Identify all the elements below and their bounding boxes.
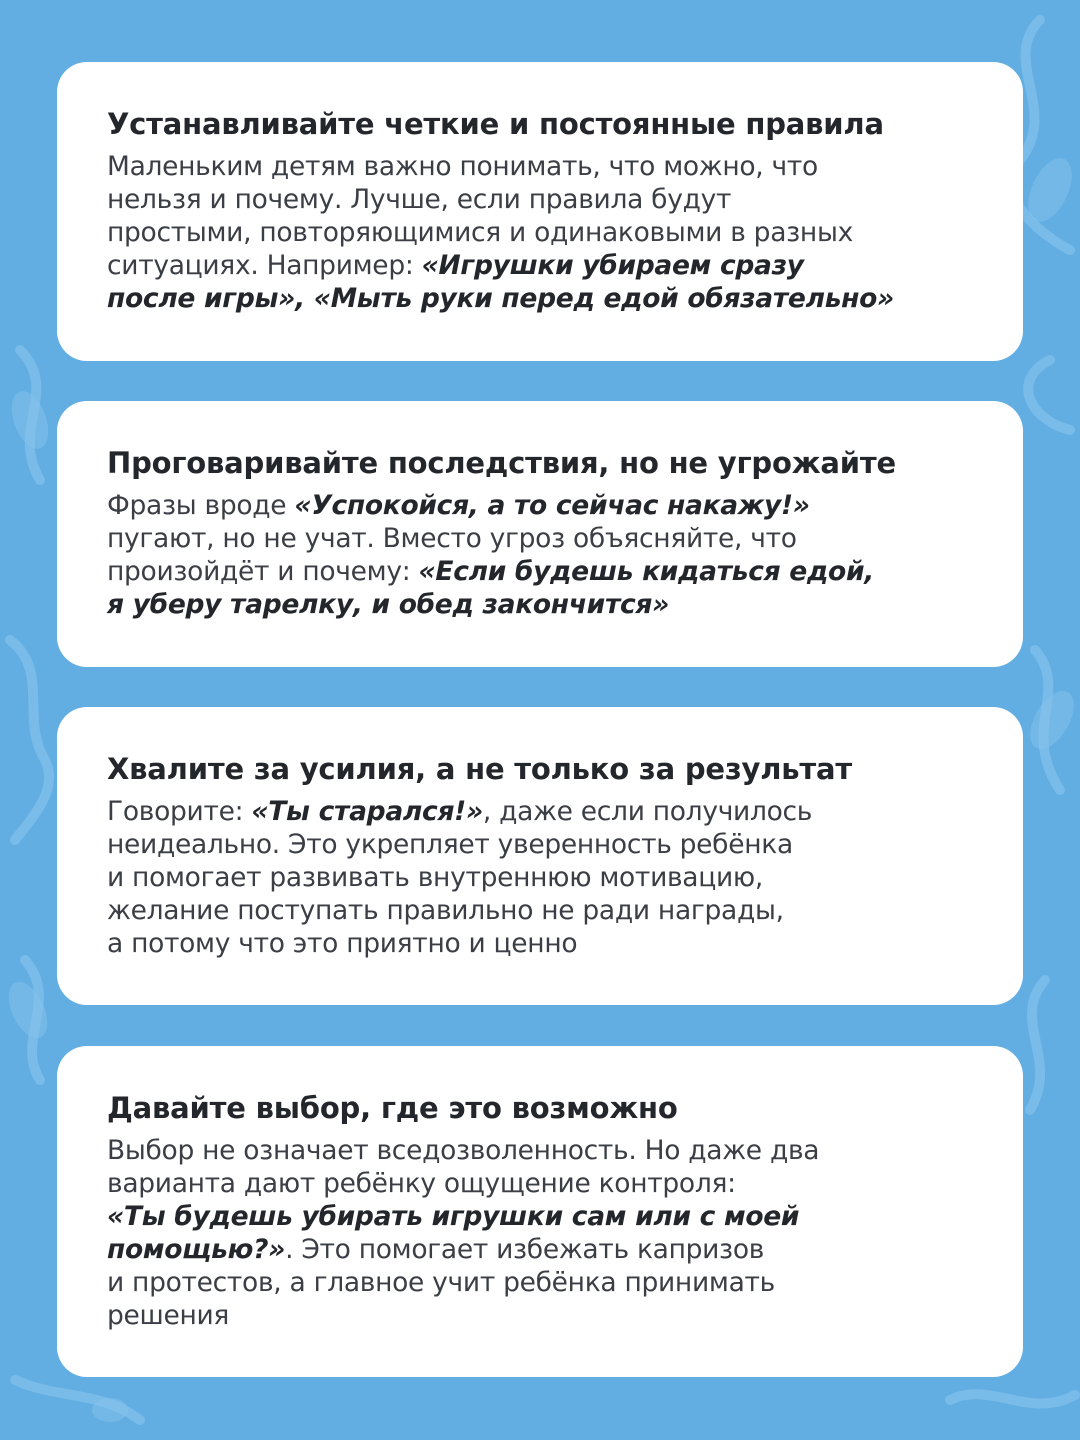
card-2-title: Проговаривайте последствия, но не угрожайте — [107, 446, 896, 480]
quote-text: «Ты старался!» — [251, 796, 483, 827]
body-text: произойдёт и почему: — [107, 556, 419, 587]
quote-text: помощью?» — [107, 1234, 286, 1265]
quote-text: после игры», «Мыть руки перед едой обязательно» — [107, 283, 894, 314]
quote-text: я уберу тарелку, и обед закончится» — [107, 589, 670, 620]
body-text: нельзя и почему. Лучше, если правила будут — [107, 184, 732, 215]
body-text: неидеально. Это укрепляет уверенность ребёнка — [107, 829, 793, 860]
body-text: Выбор не означает вседозволенность. Но даже два — [107, 1135, 820, 1166]
card-3-body — [107, 795, 973, 960]
quote-text: «Игрушки убираем сразу — [421, 250, 804, 281]
body-text: пугают, но не учат. Вместо угроз объясняйте, что — [107, 523, 797, 554]
body-text: Фразы вроде — [107, 490, 295, 521]
body-text: ситуациях. Например: — [107, 250, 422, 281]
card-4-body — [107, 1134, 973, 1332]
body-text: , даже если получилось — [482, 796, 813, 827]
card-2-body — [107, 489, 973, 621]
body-text: а потому что это приятно и ценно — [107, 928, 578, 959]
rule-card-4 — [57, 1046, 1023, 1377]
rule-card-1 — [57, 62, 1023, 361]
quote-text: «Успокойся, а то сейчас накажу!» — [294, 490, 810, 521]
body-text: решения — [107, 1300, 230, 1331]
quote-text: «Ты будешь убирать игрушки сам или с моей — [107, 1201, 800, 1232]
body-text: и протестов, а главное учит ребёнка принимать — [107, 1267, 775, 1298]
body-text: и помогает развивать внутреннюю мотивацию, — [107, 862, 764, 893]
body-text: . Это помогает избежать капризов — [285, 1234, 765, 1265]
body-text: Маленьким детям важно понимать, что можно, что — [107, 151, 818, 182]
card-3-title: Хвалите за усилия, а не только за результат — [107, 752, 852, 786]
quote-text: «Если будешь кидаться едой, — [418, 556, 875, 587]
body-text: варианта дают ребёнку ощущение контроля: — [107, 1168, 736, 1199]
body-text: простыми, повторяющимися и одинаковыми в разных — [107, 217, 853, 248]
rule-card-3 — [57, 707, 1023, 1005]
body-text: желание поступать правильно не ради награды, — [107, 895, 784, 926]
rule-card-2 — [57, 401, 1023, 667]
body-text: Говорите: — [107, 796, 252, 827]
card-1-title: Устанавливайте четкие и постоянные правила — [107, 107, 884, 141]
card-1-body — [107, 150, 973, 315]
card-4-title: Давайте выбор, где это возможно — [107, 1091, 678, 1125]
